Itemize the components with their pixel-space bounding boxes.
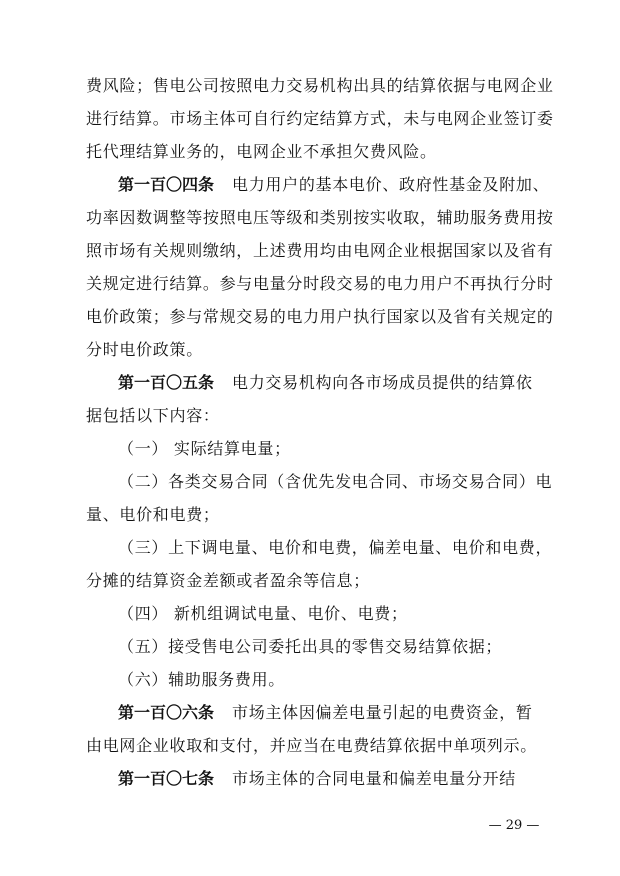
line-text: （四） 新机组调试电量、电价、电费； [118,604,408,623]
article-106-heading-line [118,702,546,724]
article-105-heading-line [118,372,546,394]
list-item-line [118,537,553,559]
line-text: 据包括以下内容： [86,406,220,425]
text-line [86,339,546,361]
text-line [86,273,554,295]
text-line [86,504,546,526]
article-number: 第一百〇五条 [118,373,215,392]
text-line [86,108,554,130]
list-item-line [118,636,546,658]
line-text: 电力用户的基本电价、政府性基金及附加、 [232,175,550,194]
list-item-line [118,438,546,460]
line-text: 进行结算。市场主体可自行约定结算方式，未与电网企业签订委 [86,109,554,128]
text-line [86,75,554,97]
line-text: 照市场有关规则缴纳，上述费用均由电网企业根据国家以及省有 [86,241,554,260]
line-text: （五）接受售电公司委托出具的零售交易结算依据； [118,637,503,656]
line-text: 电力交易机构向各市场成员提供的结算依 [232,373,533,392]
text-line [86,405,546,427]
line-text: 市场主体的合同电量和偏差电量分开结 [232,769,516,788]
line-text: 电价政策；参与常规交易的电力用户执行国家以及省有关规定的 [86,307,554,326]
line-text: 量、电价和电费； [86,505,220,524]
list-item-line [118,603,546,625]
article-number: 第一百〇四条 [118,175,215,194]
article-104-heading-line [118,174,550,196]
list-item-line [118,471,553,493]
line-text: 费风险；售电公司按照电力交易机构出具的结算依据与电网企业 [86,76,554,95]
list-item-line [118,669,546,691]
text-line [86,141,546,163]
line-text: 托代理结算业务的，电网企业不承担欠费风险。 [86,142,437,161]
text-line [86,207,554,229]
article-number: 第一百〇六条 [118,703,215,722]
article-107-heading-line [118,768,546,790]
text-line [86,570,546,592]
line-text: 分时电价政策。 [86,340,203,359]
line-text: 关规定进行结算。参与电量分时段交易的电力用户不再执行分时 [86,274,554,293]
line-text: 市场主体因偏差电量引起的电费资金，暂 [232,703,533,722]
text-line [86,240,554,262]
text-line [86,735,546,757]
line-text: 分摊的结算资金差额或者盈余等信息； [86,571,370,590]
article-number: 第一百〇七条 [118,769,215,788]
line-text: （六）辅助服务费用。 [118,670,286,689]
page-number: — 29 — [488,818,540,833]
line-text: （三）上下调电量、电价和电费，偏差电量、电价和电费， [118,538,553,557]
text-line [86,306,554,328]
line-text: 功率因数调整等按照电压等级和类别按实收取，辅助服务费用按 [86,208,554,227]
line-text: （二）各类交易合同（含优先发电合同、市场交易合同）电 [118,472,553,491]
line-text: 由电网企业收取和支付，并应当在电费结算依据中单项列示。 [86,736,537,755]
line-text: （一） 实际结算电量； [118,439,291,458]
